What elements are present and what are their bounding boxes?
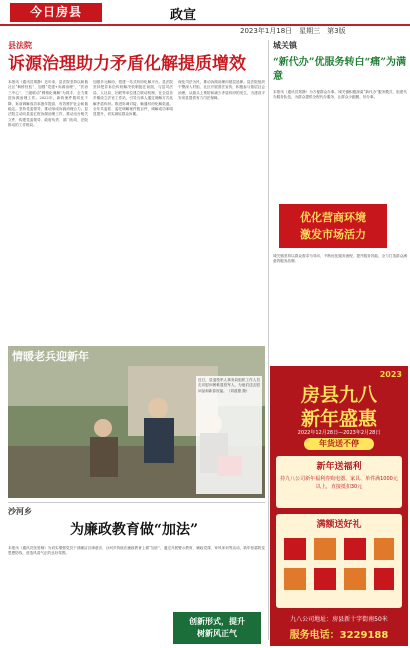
promo-banner	[279, 204, 387, 248]
section-title: 政宣	[170, 8, 197, 23]
ad-brand: 房县九八	[300, 384, 377, 406]
ad-box-2-title: 满额送好礼	[316, 520, 362, 530]
ad-dates: 2022年12月28日—2023年2月28日	[297, 430, 381, 436]
news-photo	[8, 346, 265, 498]
article-bottom-kicker: 沙河乡	[8, 507, 32, 516]
small-banner-line-2: 树新风正气	[197, 629, 237, 638]
masthead	[0, 0, 410, 26]
ad-phone-number: 3229188	[339, 630, 389, 641]
ad-title: 新年盛惠	[300, 408, 377, 430]
ad-box-1-text: 持九八公司新年福利券购电器、家具、单件满1000元以上，直接抵扣30元	[280, 476, 398, 490]
newspaper-logo: 今日房县	[10, 3, 102, 22]
ad-year: 2023	[379, 370, 402, 379]
article-main-column-1: 本报讯（通讯员胡静）近年来，县法院坚持以和谐社区“枫桥经验”、加强“党建+诉源治理”，“法治三中心”、三级联动“网格化调解”为抓手，全力推进诉源治理工作。2022年，新收案件数同比下降，诉前调解成功率逐年提高，有效维护社会和谐稳定。坚持党委领导，推动形成诉源治理合力。县法院主动向县委汇报诉源治理工作，推动出台相关文件，构建党委领导、政府负责、部门协同、法院推动的工作格局。	[8, 80, 88, 128]
advertisement	[270, 366, 408, 646]
ad-slogan: 年货送不停	[304, 438, 374, 450]
article-bottom-headline: 为廉政教育做“加法”	[69, 522, 199, 538]
small-banner-line-1: 创新形式，提升	[189, 617, 245, 626]
article-right-kicker: 城关镇	[273, 41, 297, 50]
ad-box-1	[276, 456, 402, 508]
article-bottom-text: 本报讯（通讯员张爱娥）为切实增强党员干部廉洁自律意识，沙河乡持续在廉政教育上做“加法”，通过开展警示教育、廉政党课、家风家训等活动，筑牢拒腐防变思想防线，营造风清气正的良好氛围。	[8, 546, 265, 556]
ad-box-1-title: 新年送福利	[316, 462, 362, 472]
ad-phone-label: 服务电话：	[289, 630, 340, 641]
ad-box-2	[276, 514, 402, 608]
article-main-column-2: 加强多元解纷，搭建一站式纠纷化解平台。县法院坚持把非诉讼纠纷解决机制挺在前面，与县司法局、人社局、妇联等单位建立联动机制，在全县各乡镇设立法官工作站，引导当事人通过调解方式化解矛盾纠纷。推进诉调对接，畅通纠纷化解渠道。全年共委派、委托调解案件数百件，调解成功率明显提升，切实减轻群众诉累。	[93, 80, 173, 117]
ad-gift-icons	[276, 530, 402, 600]
section-divider	[8, 502, 265, 503]
article-main-column-3: 深化司法为民，推动诉源治理向基层延伸。县法院组织干警深入村组、社区开展普法宣传，积极参与基层社会治理，从源头上预防和减少矛盾纠纷的发生，为建设平安房县提供有力司法保障。	[178, 80, 265, 101]
article-main-headline: 诉源治理助力矛盾化解提质增效	[8, 54, 246, 74]
article-right-text-2: 城关镇坚持以群众需求为导向，不断优化服务流程，提升服务效能，全力打造群众满意的服务品牌。	[273, 254, 407, 264]
issue-date-line: 2023年1月18日 星期三 第3版	[240, 27, 346, 35]
ad-address: 九八公司地址：房县新十字街南50米	[290, 616, 388, 623]
ad-phone-line	[270, 626, 408, 641]
small-banner	[173, 612, 261, 644]
article-main-kicker: 县法院	[8, 41, 32, 50]
article-right-text: 本报讯（通讯员郑静）为方便群众办事，城关镇积极探索“新代办”服务模式，组建代办服务队伍，为群众提供全程代办服务，让群众少跑腿、好办事。	[273, 90, 407, 100]
promo-line-2: 激发市场活力	[300, 228, 366, 241]
photo-caption: 近日，县退役军人事务局组织工作人员走访慰问困难退役军人，为他们送去慰问品和新春祝福。（刘道德 摄）	[196, 376, 262, 494]
photo-caption-title: 情暖老兵迎新年	[12, 350, 89, 363]
promo-line-1: 优化营商环境	[300, 211, 366, 224]
column-divider	[268, 40, 269, 640]
article-right-headline: “新代办”优服务转白“痛”为满意	[273, 57, 407, 82]
